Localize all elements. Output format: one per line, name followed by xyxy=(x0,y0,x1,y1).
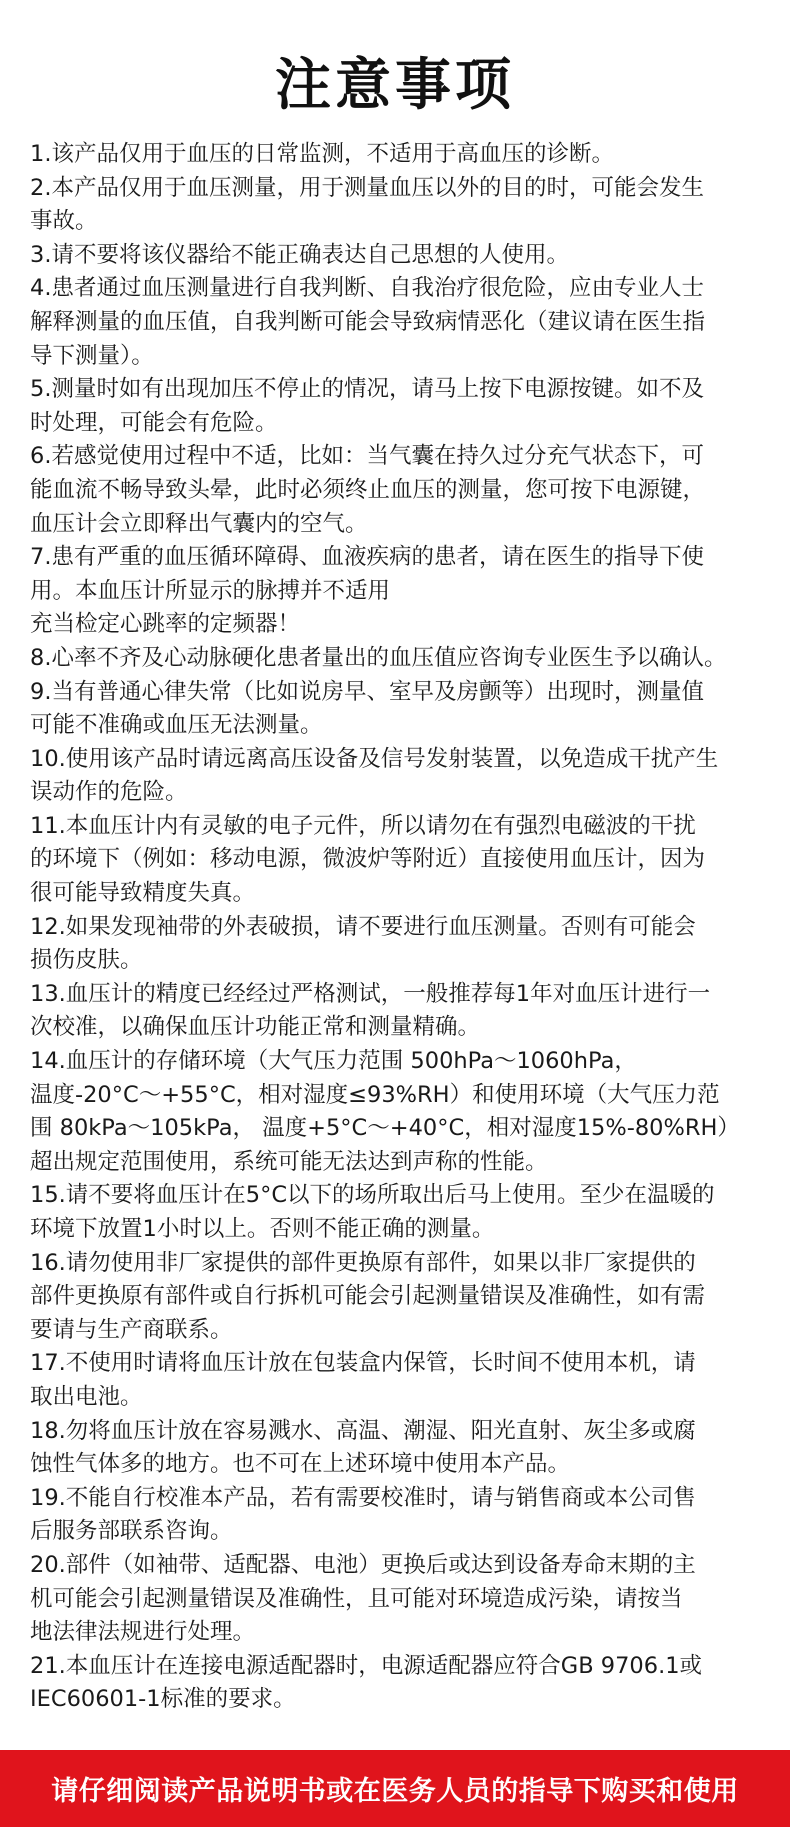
page-title: 注意事项 xyxy=(275,53,515,118)
notice-item-19: 19.不能自行校准本产品，若有需要校准时，请与销售商或本公司售 后服务部联系咨询。 xyxy=(30,1484,696,1545)
notice-item-21: 21.本血压计在连接电源适配器时，电源适配器应符合GB 9706.1或 IEC60601-1标准的要求。 xyxy=(30,1652,703,1713)
notice-item-5: 5.测量时如有出现加压不停止的情况，请马上按下电源按键。如不及 时处理，可能会有危险。 xyxy=(30,376,704,436)
notice-item-4: 4.患者通过血压测量进行自我判断、自我治疗很危险，应由专业人士 解释测量的血压值，自我判断可能会导致病情恶化（建议请在医生指 导下测量）。 xyxy=(30,275,706,369)
notice-item-16: 16.请勿使用非厂家提供的部件更换原有部件，如果以非厂家提供的 部件更换原有部件或自行拆机可能会引起测量错误及准确性，如有需 要请与生产商联系。 xyxy=(30,1249,706,1343)
notice-list xyxy=(30,138,770,1717)
notice-item-2: 2.本产品仅用于血压测量，用于测量血压以外的目的时，可能会发生 事故。 xyxy=(30,174,704,235)
footer-banner xyxy=(0,1750,790,1827)
notice-item-3: 3.请不要将该仪器给不能正确表达自己思想的人使用。 xyxy=(30,241,569,268)
notice-item-8: 8.心率不齐及心动脉硬化患者量出的血压值应咨询专业医生予以确认。 xyxy=(30,644,727,671)
notice-item-14: 14.血压计的存储环境（大气压力范围 500hPa～1060hPa， 温度-20°C～+55°C，相对湿度≤93%RH）和使用环境（大气压力范 围 80kPa～105kPa， 温度+5°C～+40°C，相对湿度15%-80%RH） 超出规定范围使用，系统可能无法达到声称的性能。 xyxy=(30,1048,740,1175)
notice-item-12: 12.如果发现袖带的外表破损，请不要进行血压测量。否则有可能会 损伤皮肤。 xyxy=(30,913,696,974)
notice-item-7: 7.患有严重的血压循环障碍、血液疾病的患者，请在医生的指导下使 用。本血压计所显示的脉搏并不适用 充当检定心跳率的定频器！ xyxy=(30,544,704,638)
notice-item-13: 13.血压计的精度已经经过严格测试，一般推荐每1年对血压计进行一 次校准，以确保血压计功能正常和测量精确。 xyxy=(30,980,711,1041)
notice-item-9: 9.当有普通心律失常（比如说房早、室早及房颤等）出现时，测量值 可能不准确或血压无法测量。 xyxy=(30,678,704,739)
footer-text: 请仔细阅读产品说明书或在医务人员的指导下购买和使用 xyxy=(51,1776,739,1807)
notice-item-6: 6.若感觉使用过程中不适，比如：当气囊在持久过分充气状态下，可 能血流不畅导致头晕，此时必须终止血压的测量，您可按下电源键， 血压计会立即释出气囊内的空气。 xyxy=(30,443,706,537)
notice-item-1: 1.该产品仅用于血压的日常监测，不适用于高血压的诊断。 xyxy=(30,141,614,167)
notice-item-15: 15.请不要将血压计在5°C以下的场所取出后马上使用。至少在温暖的 环境下放置1小时以上。否则不能正确的测量。 xyxy=(30,1182,715,1242)
notice-item-11: 11.本血压计内有灵敏的电子元件，所以请勿在有强烈电磁波的干扰 的环境下（例如：移动电源，微波炉等附近）直接使用血压计，因为 很可能导致精度失真。 xyxy=(30,812,706,907)
notice-item-10: 10.使用该产品时请远离高压设备及信号发射装置，以免造成干扰产生 误动作的危险。 xyxy=(30,745,719,806)
notice-item-17: 17.不使用时请将血压计放在包装盒内保管，长时间不使用本机，请 取出电池。 xyxy=(30,1350,696,1410)
notice-item-20: 20.部件（如袖带、适配器、电池）更换后或达到设备寿命末期的主 机可能会引起测量错误及准确性，且可能对环境造成污染，请按当 地法律法规进行处理。 xyxy=(30,1551,696,1646)
notice-item-18: 18.勿将血压计放在容易溅水、高温、潮湿、阳光直射、灰尘多或腐 蚀性气体多的地方。也不可在上述环境中使用本产品。 xyxy=(30,1417,696,1478)
